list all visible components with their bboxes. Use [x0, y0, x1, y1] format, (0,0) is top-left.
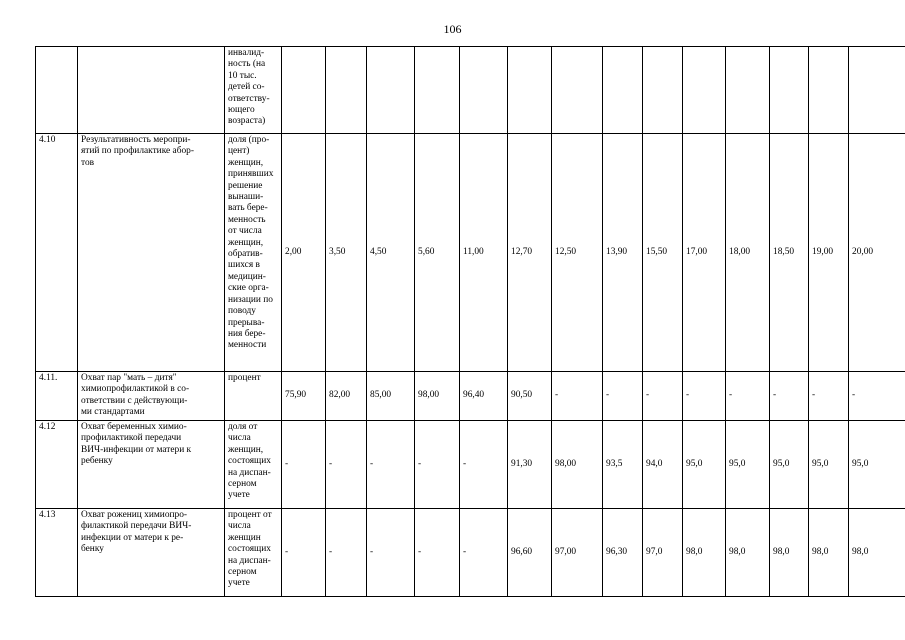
value-cell: [326, 47, 367, 134]
unit-cell: процент от числа женщин состоящих на диспан- серном учете: [225, 509, 282, 597]
value-cell: 95,0: [849, 421, 905, 509]
indicator-name-cell: [78, 47, 225, 134]
value-cell: 97,00: [552, 509, 603, 597]
row-number-cell: 4.13: [36, 509, 78, 597]
table-row: [36, 421, 905, 509]
value-cell: 98,0: [726, 509, 770, 597]
value-cell: 11,00: [460, 134, 508, 372]
row-number-cell: 4.10: [36, 134, 78, 372]
value-cell: 17,00: [683, 134, 726, 372]
value-cell: 3,50: [326, 134, 367, 372]
value-cell: -: [367, 421, 415, 509]
value-cell: [603, 47, 643, 134]
value-cell: -: [415, 421, 460, 509]
value-cell: [367, 47, 415, 134]
value-cell: -: [770, 372, 809, 421]
value-cell: 96,40: [460, 372, 508, 421]
value-cell: 97,0: [643, 509, 683, 597]
value-cell: 91,30: [508, 421, 552, 509]
value-cell: -: [367, 509, 415, 597]
indicator-name-cell: Охват пар "мать – дитя" химиопрофилактикой в со- ответствии с действующи- ми стандартами: [78, 372, 225, 421]
value-cell: 95,0: [809, 421, 849, 509]
value-cell: [683, 47, 726, 134]
value-cell: [849, 47, 905, 134]
value-cell: 98,0: [809, 509, 849, 597]
value-cell: -: [726, 372, 770, 421]
row-number-cell: 4.11.: [36, 372, 78, 421]
value-cell: [460, 47, 508, 134]
value-cell: -: [603, 372, 643, 421]
value-cell: 98,0: [849, 509, 905, 597]
value-cell: [282, 47, 326, 134]
table-row: [36, 509, 905, 597]
table-row: [36, 372, 905, 421]
value-cell: 15,50: [643, 134, 683, 372]
row-number-cell: [36, 47, 78, 134]
value-cell: 93,5: [603, 421, 643, 509]
value-cell: 96,30: [603, 509, 643, 597]
value-cell: -: [552, 372, 603, 421]
table-row: [36, 134, 905, 372]
value-cell: [552, 47, 603, 134]
value-cell: 18,50: [770, 134, 809, 372]
table-row: [36, 47, 905, 134]
value-cell: 95,0: [683, 421, 726, 509]
indicator-name-cell: Результативность меропри- ятий по профилактике абор- тов: [78, 134, 225, 372]
value-cell: -: [460, 509, 508, 597]
value-cell: [415, 47, 460, 134]
unit-cell: процент: [225, 372, 282, 421]
value-cell: 95,0: [726, 421, 770, 509]
value-cell: [770, 47, 809, 134]
value-cell: -: [809, 372, 849, 421]
value-cell: 2,00: [282, 134, 326, 372]
value-cell: [643, 47, 683, 134]
value-cell: 85,00: [367, 372, 415, 421]
value-cell: 95,0: [770, 421, 809, 509]
page-number: 106: [443, 22, 462, 36]
indicator-name-cell: Охват беременных химио- профилактикой передачи ВИЧ-инфекции от матери к ребенку: [78, 421, 225, 509]
value-cell: 98,0: [770, 509, 809, 597]
value-cell: 98,0: [683, 509, 726, 597]
value-cell: -: [643, 372, 683, 421]
value-cell: 12,70: [508, 134, 552, 372]
value-cell: 13,90: [603, 134, 643, 372]
value-cell: -: [326, 421, 367, 509]
value-cell: [726, 47, 770, 134]
value-cell: 12,50: [552, 134, 603, 372]
unit-cell: инвалид- ность (на 10 тыс. детей со- ответству- ющего возраста): [225, 47, 282, 134]
value-cell: 82,00: [326, 372, 367, 421]
value-cell: 90,50: [508, 372, 552, 421]
value-cell: 94,0: [643, 421, 683, 509]
indicator-name-cell: Охват рожениц химиопро- филактикой передачи ВИЧ- инфекции от матери к ре- бенку: [78, 509, 225, 597]
value-cell: 98,00: [552, 421, 603, 509]
value-cell: -: [460, 421, 508, 509]
value-cell: -: [282, 421, 326, 509]
value-cell: [508, 47, 552, 134]
value-cell: -: [326, 509, 367, 597]
value-cell: -: [415, 509, 460, 597]
value-cell: 18,00: [726, 134, 770, 372]
value-cell: 20,00: [849, 134, 905, 372]
unit-cell: доля (про- цент) женщин, принявших решение вынаши- вать бере- менность от числа женщин, обратив- шихся в медицин- ские орга- низации по поводу прерыва- ния бере- менности: [225, 134, 282, 372]
indicators-table: [35, 46, 905, 597]
value-cell: 75,90: [282, 372, 326, 421]
value-cell: 5,60: [415, 134, 460, 372]
unit-cell: доля от числа женщин, состоящих на диспан- серном учете: [225, 421, 282, 509]
value-cell: 19,00: [809, 134, 849, 372]
value-cell: -: [683, 372, 726, 421]
value-cell: -: [282, 509, 326, 597]
value-cell: 4,50: [367, 134, 415, 372]
value-cell: 96,60: [508, 509, 552, 597]
value-cell: [809, 47, 849, 134]
row-number-cell: 4.12: [36, 421, 78, 509]
value-cell: -: [849, 372, 905, 421]
value-cell: 98,00: [415, 372, 460, 421]
